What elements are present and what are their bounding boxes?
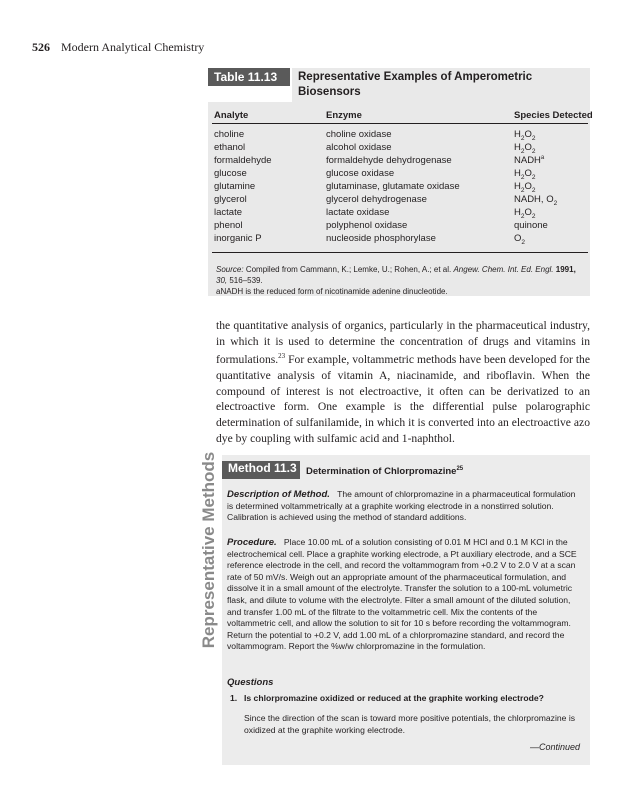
- cell-analyte: choline: [214, 129, 245, 140]
- table-source-note: [216, 264, 586, 286]
- table-header-area: [208, 62, 590, 102]
- table-box: [208, 62, 593, 296]
- table-row: [214, 207, 586, 220]
- column-header-species: Species Detected: [514, 110, 593, 121]
- table-row: [214, 168, 586, 181]
- table-footnote: aNADH is the reduced form of nicotinamide adenine dinucleotide.: [216, 287, 448, 296]
- method-title: [306, 464, 463, 478]
- source-pages: 516–539.: [229, 276, 263, 285]
- question-text: Is chlorpromazine oxidized or reduced at the graphite working electrode?: [244, 693, 544, 703]
- table-label: Table 11.13: [208, 68, 290, 86]
- cell-enzyme: formaldehyde dehydrogenase: [326, 155, 452, 166]
- question-number: 1.: [230, 693, 238, 703]
- source-volume: 30,: [216, 276, 228, 285]
- cell-analyte: formaldehyde: [214, 155, 272, 166]
- cell-species: $H_2O_2$: [514, 207, 536, 220]
- cell-enzyme: alcohol oxidase: [326, 142, 392, 153]
- body-paragraph: the quantitative analysis of organics, particularly in the pharmaceutical industry, in which it is used to determine the concentration of drugs and vitamins in formulations.$^{23}$ For example, voltammetric methods have been developed for the quantitative analysis of vitamin A, niacinamide, and riboflavin. When the compound of interest is not electroactive, it often can be derivatized to an electroactive form. One example is the differential pulse polarographic determination of sulfanilamide, in which it is converted into an electroactive azo dye by coupling with sulfamic acid and 1-naphthol.: [216, 319, 590, 445]
- cell-enzyme: choline oxidase: [326, 129, 392, 140]
- cell-enzyme: polyphenol oxidase: [326, 220, 408, 231]
- cell-species: $H_2O_2$: [514, 181, 536, 194]
- cell-analyte: ethanol: [214, 142, 246, 153]
- table-row: [214, 142, 586, 155]
- column-header-enzyme: Enzyme: [326, 110, 362, 121]
- table-rule: [212, 123, 588, 124]
- cell-species: quinone: [514, 220, 548, 231]
- table-row: [214, 181, 586, 194]
- description-paragraph: [227, 489, 583, 524]
- running-header: [32, 40, 204, 55]
- continued-marker: —Continued: [529, 742, 580, 752]
- procedure-text: Place 10.00 mL of a solution consisting of 0.01 M HCl and 0.1 M KCl in the electrochemical cell. Place a graphite working electrode, a Pt auxiliary electrode, and a SCE reference electrode in the cell, and record the voltammogram from +0.2 V to 2.0 V at a scan rate of 50 mV/s. Weigh out an appropriate amount of the pharmaceutical formulation, and dissolve it in a small amount of the electrolyte. Transfer the solution to a 100-mL volumetric flask, and dilute to volume with the electrolyte. Filter a small amount of the diluted solution, and transfer 1.00 mL of the filtrate to the voltammetric cell. Mix the contents of the voltammetric cell, and allow the solution to sit for 10 s before recording the voltammogram. Return the potential to +0.2 V, add 1.00 mL of a chlorpromazine standard, and record the voltammogram. Report the %w/w chlorpromazine in the formulation.: [227, 537, 577, 652]
- question-answer: Since the direction of the scan is toward more positive potentials, the chlorpromazine is oxidized at the graphite working electrode.: [244, 713, 576, 735]
- cell-species: NADH$^a$: [514, 155, 545, 167]
- source-text: Compiled from Cammann, K.; Lemke, U.; Rohen, A.; et al.: [245, 265, 452, 274]
- description-heading: Description of Method.: [227, 489, 330, 500]
- sidebar-label: Representative Methods: [199, 451, 218, 649]
- cell-species: NADH, $O_2$: [514, 194, 558, 207]
- cell-enzyme: lactate oxidase: [326, 207, 390, 218]
- column-header-analyte: Analyte: [214, 110, 249, 121]
- table-row: [214, 233, 586, 246]
- cell-species: $H_2O_2$: [514, 142, 536, 155]
- method-title-ref: 25: [456, 466, 464, 472]
- representative-methods-sidebar: [196, 451, 222, 650]
- cell-analyte: inorganic P: [214, 233, 262, 244]
- procedure-heading: Procedure.: [227, 537, 277, 548]
- table-rule: [212, 252, 588, 253]
- cell-analyte: glycerol: [214, 194, 247, 205]
- cell-species: $O_2$: [514, 233, 526, 246]
- cell-enzyme: glycerol dehydrogenase: [326, 194, 427, 205]
- method-label: Method 11.3: [222, 461, 300, 479]
- source-year: 1991,: [555, 265, 576, 274]
- procedure-paragraph: [227, 537, 583, 653]
- cell-analyte: phenol: [214, 220, 243, 231]
- method-box: [222, 455, 590, 765]
- source-journal: Angew. Chem. Int. Ed. Engl.: [453, 265, 554, 274]
- cell-enzyme: glucose oxidase: [326, 168, 395, 179]
- table-row: [214, 220, 586, 233]
- cell-analyte: glutamine: [214, 181, 256, 192]
- cell-analyte: lactate: [214, 207, 242, 218]
- table-title: Representative Examples of Amperometric Biosensors: [292, 68, 590, 102]
- method-title-text: Determination of Chlorpromazine: [306, 466, 457, 478]
- running-title: Modern Analytical Chemistry: [61, 40, 205, 54]
- cell-analyte: glucose: [214, 168, 247, 179]
- table-row: [214, 129, 586, 142]
- table-row: [214, 155, 586, 168]
- page-number: 526: [32, 40, 50, 54]
- source-label: Source:: [216, 265, 244, 274]
- cell-species: $H_2O_2$: [514, 168, 536, 181]
- questions-heading: Questions: [227, 677, 274, 688]
- description-text: The amount of chlorpromazine in a pharmaceutical formulation is determined voltammetrically at a graphite working electrode in a nonstirred solution. Calibration is achieved using the method of standard additions.: [227, 489, 576, 523]
- table-row: [214, 194, 586, 207]
- cell-enzyme: glutaminase, glutamate oxidase: [326, 181, 460, 192]
- cell-enzyme: nucleoside phosphorylase: [326, 233, 436, 244]
- cell-species: $H_2O_2$: [514, 129, 536, 142]
